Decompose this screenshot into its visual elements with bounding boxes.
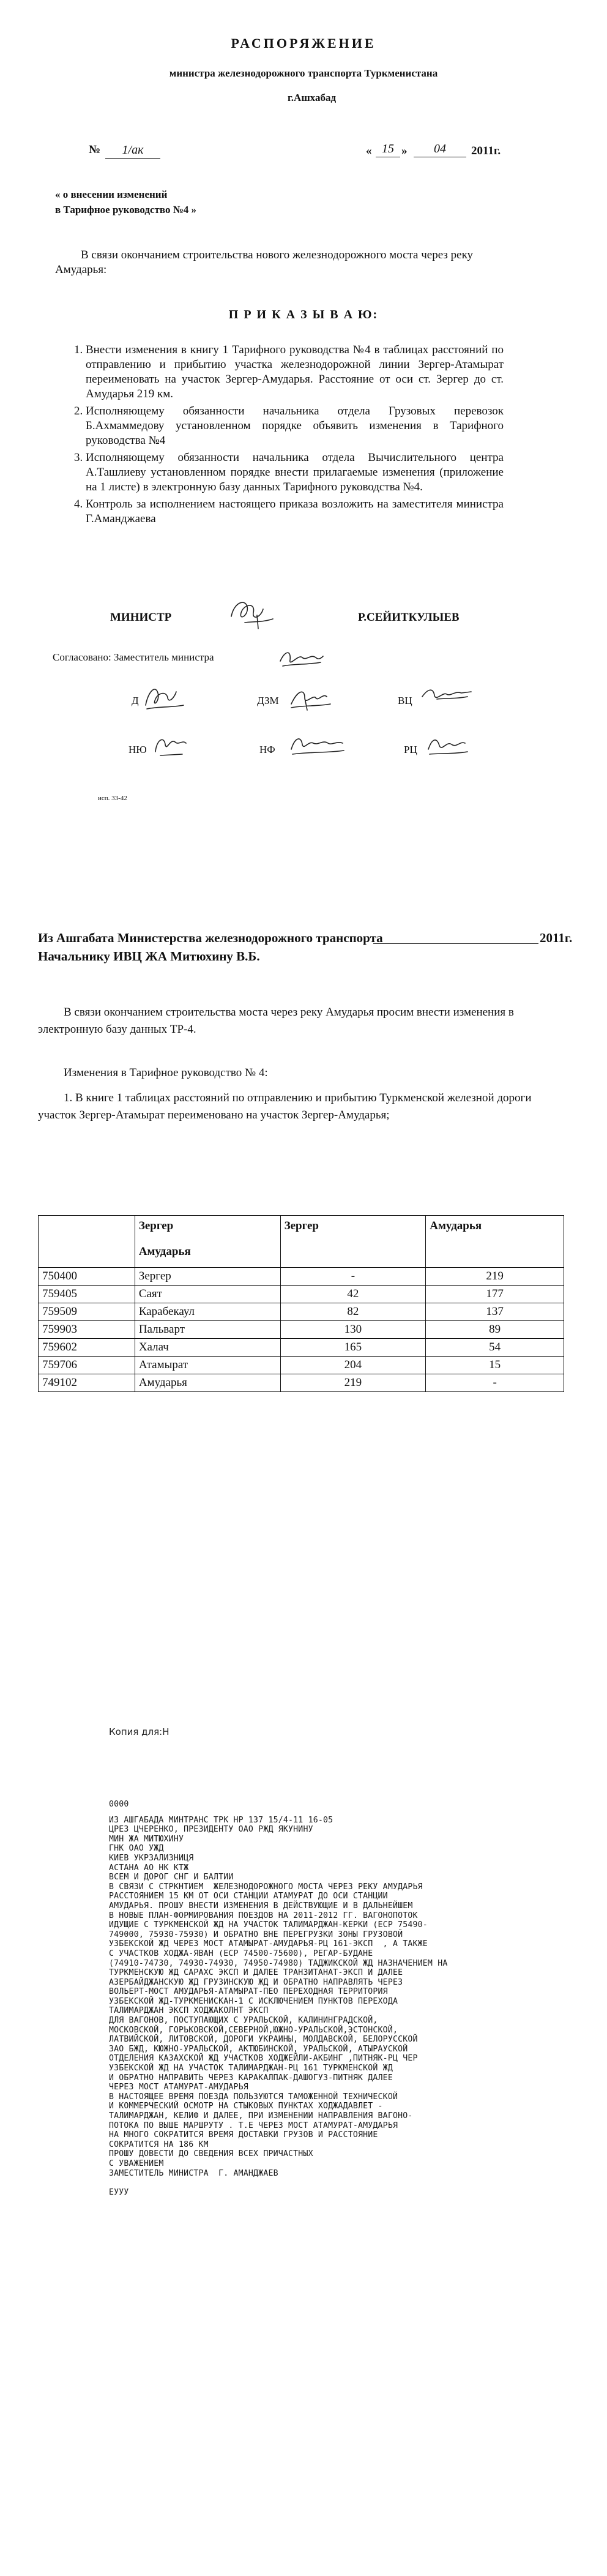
telegram-line: КИЕВ УКРЗАЛИЗНИЦЯ [109,1853,194,1863]
telegram-line: ПОТОКА ПО ВЫШЕ МАРШРУТУ . Т.Е ЧЕРЕЗ МОСТ АТАМУРАТ-АМУДАРЬЯ [109,2121,398,2130]
cell-distance-amudarya: - [426,1374,564,1392]
order-issuer: министра железнодорожного транспорта Туркменистана [169,67,438,79]
table-row [39,1357,564,1374]
cell-distance-zerger: 165 [280,1339,426,1357]
cell-station-name: Зергер [135,1268,280,1286]
telegram-line: ТАЛИМАРДЖАН, КЕЛИФ И ДАЛЕЕ, ПРИ ИЗМЕНЕНИИ НАПРАВЛЕНИЯ ВАГОНО- [109,2111,413,2121]
approval-rc-label: РЦ [404,744,417,755]
telegram-line: ДЛЯ ВАГОНОВ, ПОСТУПАЮЩИХ С УРАЛЬСКОЙ, КАЛИНИНГРАДСКОЙ, [109,2016,378,2026]
telegram-line: ВОЛЬЕРТ-МОСТ АМУДАРЬЯ-АТАМЫРАТ-ПЕО ПЕРЕХОДНАЯ ТЕРРИТОРИЯ [109,1987,388,1997]
cell-station-code: 759405 [39,1286,135,1303]
telegram-line: УЗБЕКСКОЙ ЖД ЧЕРЕЗ МОСТ АТАМЫРАТ-АМУДАРЬЯ-РЦ 161-ЭКСП , А ТАКЖЕ [109,1939,428,1949]
table-header-col2: Зергер [280,1216,426,1268]
order-subject-line-1: « о внесении изменений [55,189,168,200]
telegram-line: АСТАНА АО НК КТЖ [109,1863,189,1873]
cell-station-code: 759706 [39,1357,135,1374]
date-close-quote: » [401,144,408,157]
order-title: РАСПОРЯЖЕНИЕ [231,36,376,51]
cell-distance-zerger: 130 [280,1321,426,1339]
telegram-line: ЗАО БЖД, КЮЖНО-УРАЛЬСКОЙ, АКТЮБИНСКОЙ, УРАЛЬСКОЙ, АТЫРАУСКОЙ [109,2044,408,2054]
telegram-line: И КОММЕРЧЕСКИЙ ОСМОТР НА СТЫКОВЫХ ПУНКТАХ ХОДЖАДАВЛЕТ - [109,2102,383,2111]
telegram-line: РАССТОЯНИЕМ 15 КМ ОТ ОСИ СТАНЦИИ АТАМУРАТ ДО ОСИ СТАНЦИИ [109,1892,388,1901]
telegram-line: ЗАМЕСТИТЕЛЬ МИНИСТРА Г. АМАНДЖАЕВ [109,2168,278,2178]
telegram-line: ЛАТВИЙСКОЙ, ЛИТОВСКОЙ, ДОРОГИ УКРАИНЫ, МОЛДАВСКОЙ, БЕЛОРУССКОЙ [109,2035,418,2045]
telegram-line: ГНК ОАО УЖД [109,1844,164,1854]
agreed-label: Согласовано: Заместитель министра [53,651,214,663]
order-number-value: 1/ак [105,143,160,159]
cell-station-code: 750400 [39,1268,135,1286]
cell-distance-zerger: - [280,1268,426,1286]
cell-distance-amudarya: 15 [426,1357,564,1374]
approval-dzm-signature-icon [286,680,335,714]
telegram-header: Копия для:Н [109,1726,169,1737]
telegram-line: УЗБЕКСКОЙ ЖД НА УЧАСТОК ТАЛИМАРДЖАН-РЦ 161 ТУРКМЕНСКОЙ ЖД [109,2064,393,2073]
minister-name: Р.СЕЙИТКУЛЫЕВ [358,611,460,624]
approval-nf-label: НФ [259,744,275,755]
minister-label: МИНИСТР [110,611,172,624]
cell-distance-amudarya: 89 [426,1321,564,1339]
table-row [39,1268,564,1286]
table-row [39,1286,564,1303]
order-command: П Р И К А З Ы В А Ю: [228,308,379,321]
order-items-list [66,343,504,529]
telegram-line: И ОБРАТНО НАПРАВИТЬ ЧЕРЕЗ КАРАКАЛПАК-ДАШОГУЗ-ПИТНЯК ДАЛЕЕ [109,2073,393,2083]
changes-title: Изменения в Тарифное руководство № 4: [64,1066,268,1079]
cell-distance-zerger: 42 [280,1286,426,1303]
table-row [39,1339,564,1357]
telegram-line: АЗЕРБАЙДЖАНСКУЮ ЖД ГРУЗИНСКУЮ ЖД И ОБРАТНО НАПРАВЛЯТЬ ЧЕРЕЗ [109,1977,403,1987]
cell-station-name: Атамырат [135,1357,280,1374]
cell-distance-zerger: 219 [280,1374,426,1392]
order-preamble: В связи окончанием строительства нового железнодорожного моста через реку Амударья: [55,249,474,276]
telegram-line: ЧЕРЕЗ МОСТ АТАМУРАТ-АМУДАРЬЯ [109,2083,248,2092]
date-open-quote: « [366,144,372,157]
telegram-line: ТАЛИМАРДЖАН ЭКСП ХОДЖАКОЛНТ ЭКСП [109,2006,269,2016]
table-row [39,1374,564,1392]
telegram-line: 0000 [109,1800,129,1809]
telegram-line: НА МНОГО СОКРАТИТСЯ ВРЕМЯ ДОСТАВКИ ГРУЗОВ И РАССТОЯНИЕ [109,2130,378,2140]
cell-station-code: 749102 [39,1374,135,1392]
approval-nyu-label: НЮ [128,744,147,755]
telegram-line: В НАСТОЯЩЕЕ ВРЕМЯ ПОЕЗДА ПОЛЬЗУЮТСЯ ТАМОЖЕННОЙ ТЕХНИЧЕСКОЙ [109,2092,398,2102]
telegram-line: ТУРКМЕНСКУЮ ЖД САРАХС ЭКСП И ДАЛЕЕ ТРАНЗИТАНАТ-ЭКСП И ДАЛЕЕ [109,1968,403,1978]
order-footnote: исп. 33-42 [98,795,127,802]
table-header-col1-line2: Амударья [138,1245,191,1258]
table-header-row [39,1216,564,1268]
cell-station-name: Амударья [135,1374,280,1392]
order-number-label: № [89,143,101,156]
approval-nyu-signature-icon [149,727,192,762]
cell-station-code: 759509 [39,1303,135,1321]
cell-distance-amudarya: 177 [426,1286,564,1303]
approval-vc-signature-icon [419,681,474,708]
telegram-line: В СВЯЗИ С СТРКНТИЕМ ЖЕЛЕЗНОДОРОЖНОГО МОСТА ЧЕРЕЗ РЕКУ АМУДАРЬЯ [109,1882,423,1892]
letter-paragraph: В связи окончанием строительства моста через реку Амударья просим внести изменения в электронную базу данных ТР-4. [38,1006,514,1036]
telegram-line: МОСКОВСКОЙ, ГОРЬКОВСКОЙ,СЕВЕРНОЙ,ЮЖНО-УРАЛЬСКОЙ,ЭСТОНСКОЙ, [109,2025,398,2035]
minister-signature-icon [220,591,281,634]
order-city: г.Ашхабад [288,92,337,103]
changes-item: 1. В книге 1 таблицах расстояний по отправлению и прибытию Туркменской железной дороги участок Зергер-Атамырат переименовано на участок Зергер-Амударья; [38,1091,532,1121]
cell-distance-amudarya: 137 [426,1303,564,1321]
telegram-line: АМУДАРЬЯ. ПРОШУ ВНЕСТИ ИЗМЕНЕНИЯ В ДЕЙСТВУЮЩИЕ И В ДАЛЬНЕЙШЕМ [109,1901,413,1911]
order-item: 4. Контроль за исполнением настоящего приказа возложить на заместителя министра Г.Аманджаева [86,497,504,526]
order-subject-line-2: в Тарифное руководство №4 » [55,204,197,215]
cell-station-name: Карабекаул [135,1303,280,1321]
table-header-col3: Амударья [426,1216,564,1268]
approval-dzm-label: ДЗМ [257,695,279,706]
telegram-line: ОТДЕЛЕНИЯ КАЗАХСКОЙ ЖД УЧАСТКОВ ХОДЖЕЙЛИ-АКБИНГ ,ПИТНЯК-РЦ ЧЕР [109,2054,418,2064]
date-year: 2011г. [471,144,501,157]
telegram-line: В НОВЫЕ ПЛАН-ФОРМИРОВАНИЯ ПОЕЗДОВ НА 2011-2012 ГГ. ВАГОНОПОТОК [109,1911,418,1920]
cell-station-name: Пальварт [135,1321,280,1339]
telegram-line: 749000, 75930-75930) И ОБРАТНО ВНЕ ПЕРЕГРУЗКИ ЗОНЫ ГРУЗОВОЙ [109,1930,403,1939]
telegram-line: (74910-74730, 74930-74930, 74950-74980) ТАДЖИКСКОЙ ЖД НАЗНАЧЕНИЕМ НА [109,1958,448,1968]
letter-header-line-2: Начальнику ИВЦ ЖА Митюхину В.Б. [38,949,260,964]
table-row [39,1303,564,1321]
letter-header-year: 2011г. [540,930,573,945]
cell-distance-amudarya: 54 [426,1339,564,1357]
cell-station-code: 759903 [39,1321,135,1339]
cell-station-name: Халач [135,1339,280,1357]
telegram-line: ЦРЕЗ ЦЧЕРЕНКО, ПРЕЗИДЕНТУ ОАО РЖД ЯКУНИНУ [109,1825,313,1835]
approval-nf-signature-icon [286,728,348,759]
date-day: 15 [376,142,400,157]
table-header-col1 [135,1216,280,1268]
telegram-line: СОКРАТИТСЯ НА 186 КМ [109,2140,209,2149]
table-header-col1-line1: Зергер [138,1219,174,1232]
table-row [39,1321,564,1339]
cell-station-code: 759602 [39,1339,135,1357]
distance-table [38,1215,564,1392]
telegram-line: ИЗ АШГАБАДА МИНТРАНС ТРК НР 137 15/4-11 16-05 [109,1815,333,1825]
telegram-line: С УЧАСТКОВ ХОДЖА-ЯВАН (ЕСР 74500-75600), РЕГАР-БУДАНЕ [109,1949,373,1958]
table-header-empty [39,1216,135,1268]
letter-header-underline [373,943,538,944]
approval-d-signature-icon [140,678,188,715]
deputy-signature-icon [277,642,326,672]
letter-header-line-1: Из Ашгабата Министерства железнодорожного транспорта [38,930,383,945]
telegram-line: УЗБЕКСКОЙ ЖД-ТУРКМЕНИСКАН-1 С ИСКЛЮЧЕНИЕМ ПУНКТОВ ПЕРЕХОДА [109,1996,398,2006]
telegram-line: ВСЕМ И ДОРОГ СНГ И БАЛТИИ [109,1873,234,1882]
cell-station-name: Саят [135,1286,280,1303]
cell-distance-zerger: 204 [280,1357,426,1374]
approval-vc-label: ВЦ [398,695,412,706]
approval-d-label: Д [132,695,139,706]
telegram-line: ИДУЩИЕ С ТУРКМЕНСКОЙ ЖД НА УЧАСТОК ТАЛИМАРДЖАН-КЕРКИ (ЕСР 75490- [109,1920,428,1930]
order-item: 2. Исполняющему обязанности начальника отдела Грузовых перевозок Б.Ахмаммедову установленном порядке объявить изменения в Тарифного руководства №4 [86,404,504,448]
telegram-line: МИН ЖА МИТЮХИНУ [109,1834,184,1844]
telegram-line [109,2178,592,2188]
telegram-line: ПРОШУ ДОВЕСТИ ДО СВЕДЕНИЯ ВСЕХ ПРИЧАСТНЫХ [109,2149,313,2159]
order-item: 3. Исполняющему обязанности начальника отдела Вычислительного центра А.Ташлиеву установленном порядке внести прилагаемые изменения (приложение на 1 листе) в электронную базу данных Тарифного руководства №4. [86,451,504,495]
date-month: 04 [414,142,466,157]
telegram-line: С УВАЖЕНИЕМ [109,2159,164,2168]
approval-rc-signature-icon [423,728,472,759]
cell-distance-zerger: 82 [280,1303,426,1321]
telegram-body [109,1800,592,2197]
cell-distance-amudarya: 219 [426,1268,564,1286]
order-item: 1. Внести изменения в книгу 1 Тарифного руководства №4 в таблицах расстояний по отправлению и прибытию участка железнодорожной линии Зергер-Атамырат переименовать на участок Зергер-Амударья. Расстояние от оси ст. Зергер до ст. Амударья 219 км. [86,343,504,402]
telegram-line: ЕУУУ [109,2187,129,2197]
